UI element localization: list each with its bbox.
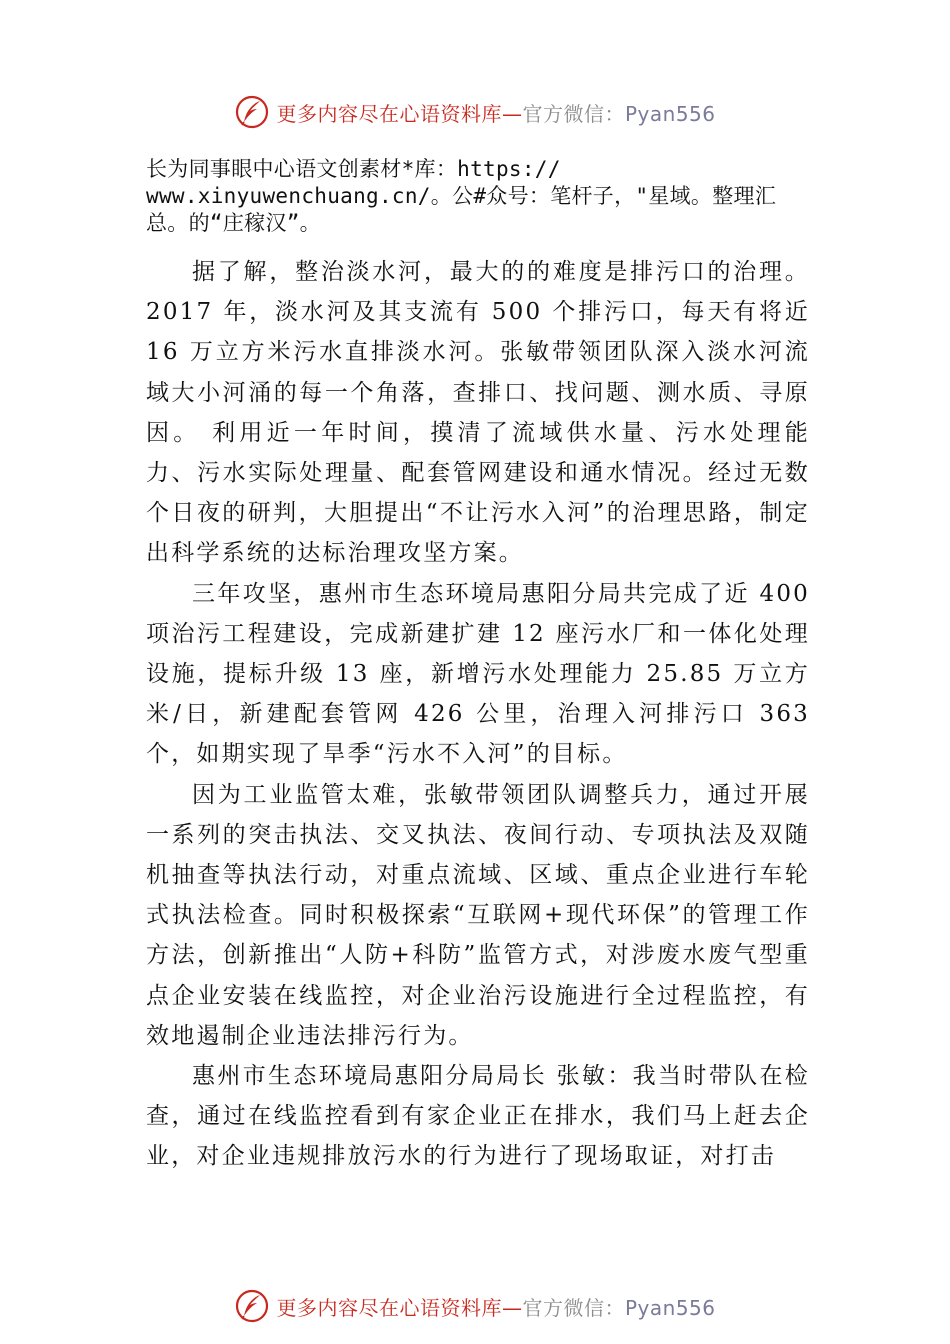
feather-quill-logo-icon: [234, 94, 270, 130]
banner-site-text: 更多内容尽在心语资料库: [276, 101, 502, 126]
notice-line-1: 长为同事眼中心语文创素材*库：https://: [146, 157, 561, 181]
banner-dash: —: [501, 1295, 523, 1320]
notice-line-3: 总。的“庄稼汉”。: [146, 211, 321, 235]
banner-site-text: 更多内容尽在心语资料库: [276, 1295, 502, 1320]
banner-wechat-label: 官方微信：: [522, 101, 625, 126]
notice-block: [146, 156, 826, 237]
banner-dash: —: [501, 101, 523, 126]
paragraph: 三年攻坚，惠州市生态环境局惠阳分局共完成了近 400 项治污工程建设，完成新建扩建 12 座污水厂和一体化处理设施，提标升级 13 座，新增污水处理能力 25.85 万立方米/日，新建配套管网 426 公里，治理入河排污口 363 个，如期实现了旱季“污水不入河”的目标。: [146, 580, 810, 768]
paragraph: 据了解，整治淡水河，最大的的难度是排污口的治理。2017 年，淡水河及其支流有 500 个排污口，每天有将近 16 万立方米污水直排淡水河。张敏带领团队深入淡水河流域大小河涌的每一个角落，查排口、找问题、测水质、寻原因。 利用近一年时间，摸清了流域供水量、污水处理能力、污水实际处理量、配套管网建设和通水情况。经过无数个日夜的研判，大胆提出“不让污水入河”的治理思路，制定出科学系统的达标治理攻坚方案。: [146, 259, 810, 567]
banner-wechat-id: Pyan556: [624, 1295, 716, 1320]
banner-wechat-label: 官方微信：: [522, 1295, 625, 1320]
feather-quill-logo-icon: [234, 1288, 270, 1324]
notice-line-2: www.xinyuwenchuang.cn/。公#众号：笔杆子，"星域。整理汇: [146, 184, 777, 208]
paragraph: 惠州市生态环境局惠阳分局局长 张敏：我当时带队在检查，通过在线监控看到有家企业正在排水，我们马上赶去企业，对企业违规排放污水的行为进行了现场取证，对打击: [146, 1063, 810, 1170]
banner-wechat-id: Pyan556: [624, 101, 716, 126]
header-banner: [0, 94, 950, 130]
footer-banner: [0, 1288, 950, 1324]
paragraph: 因为工业监管太难，张敏带领团队调整兵力，通过开展一系列的突击执法、交叉执法、夜间行动、专项执法及双随机抽查等执法行动，对重点流域、区域、重点企业进行车轮式执法检查。同时积极探索“互联网+现代环保”的管理工作方法，创新推出“人防+科防”监管方式，对涉废水废气型重点企业安装在线监控，对企业治污设施进行全过程监控，有效地遏制企业违法排污行为。: [146, 781, 810, 1049]
article-body: [146, 252, 810, 1177]
